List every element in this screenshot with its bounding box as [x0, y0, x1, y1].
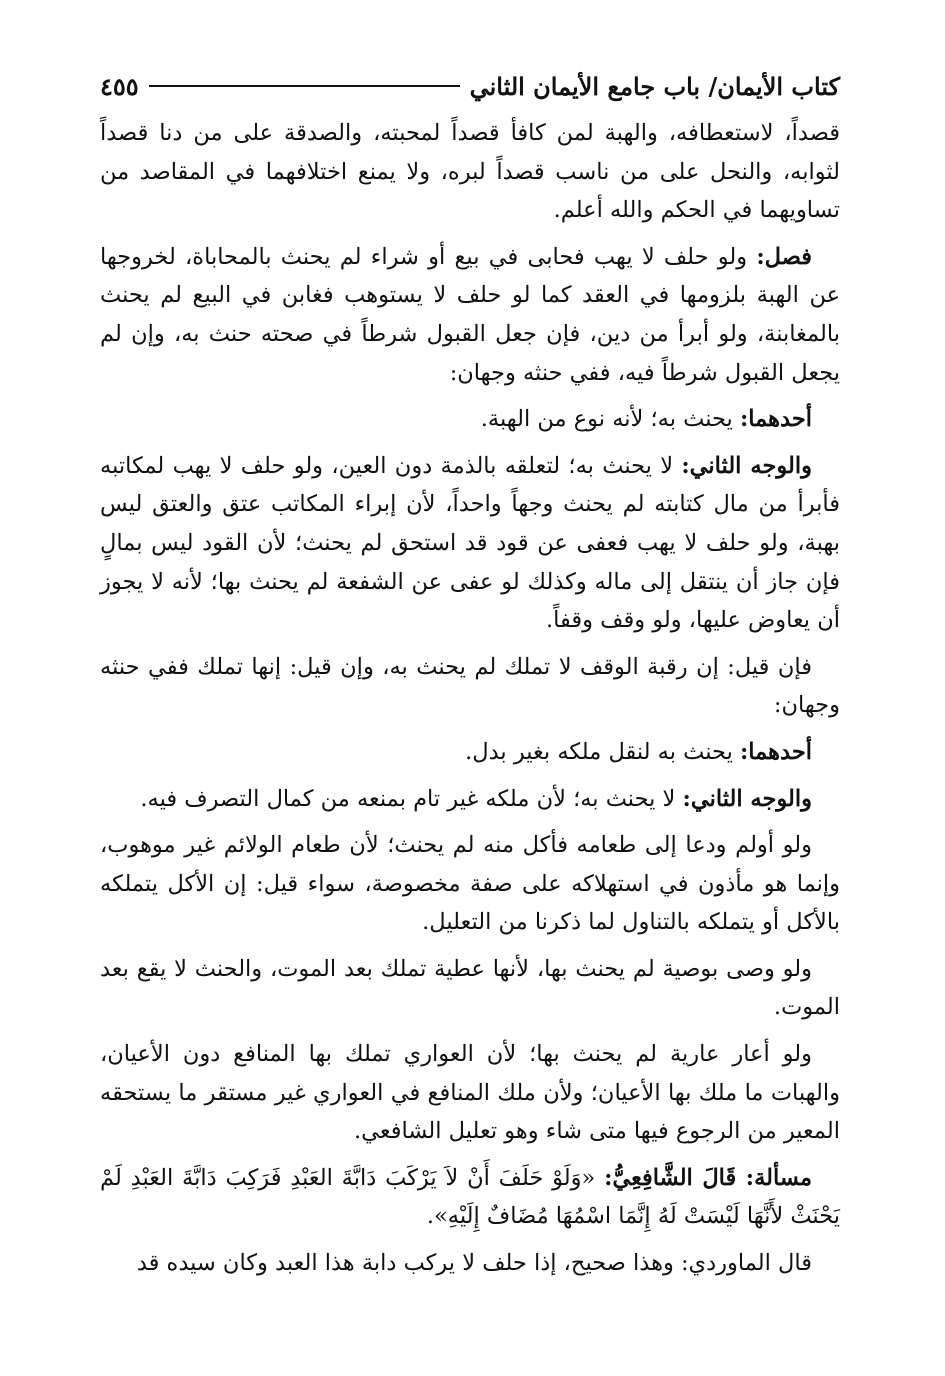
paragraph [100, 1244, 840, 1283]
paragraph-text: فإن قيل: إن رقبة الوقف لا تملك لم يحنث به، وإن قيل: إنها تملك ففي حنثه وجهان: [100, 653, 840, 719]
paragraph-text: يحنث به لنقل ملكه بغير بدل. [465, 738, 740, 765]
paragraph-lead: أحدهما: [739, 738, 812, 765]
paragraph-text: ولو أولم ودعا إلى طعامه فأكل منه لم يحنث؛ لأن طعام الولائم غير موهوب، وإنما هو مأذون في استهلاكه على صفة مخصوصة، سواء قيل: إن الأكل يتملكه بالأكل أو يتملكه بالتناول لما ذكرنا من التعليل. [100, 832, 840, 936]
running-title: كتاب الأيمان/ باب جامع الأيمان الثاني [469, 71, 840, 101]
document-page [100, 64, 840, 1354]
paragraph-text: ولو حلف لا يهب فحابى في بيع أو شراء لم يحنث بالمحاباة، لخروجها عن الهبة بلزومها في العقد كما لو حلف لا يستوهب فغابن في البيع لم يحنث بالمغابنة، ولو أبرأ من دين، فإن جعل القبول شرطاً في صحته حنث به، وإن لم يجعل القبول شرطاً فيه، ففي حنثه وجهان: [100, 243, 840, 386]
page-number: ٤٥٥ [100, 71, 139, 101]
paragraph-text: «وَلَوْ حَلَفَ أَنْ لاَ يَرْكَبَ دَابَّةَ العَبْدِ فَرَكِبَ دَابَّةَ العَبْدِ لَمْ يَحْنَثْ لأَنَّهَا لَيْسَتْ لَهُ إِنَّمَا اسْمُهَا مُضَافٌ إِلَيْهِ». [100, 1164, 840, 1230]
paragraph-lead: مسألة: قَالَ الشَّافِعِيُّ: [604, 1164, 812, 1191]
paragraph-lead: فصل: [756, 243, 812, 270]
page-body [100, 114, 840, 1283]
paragraph-text: ولو وصى بوصية لم يحنث بها، لأنها عطية تملك بعد الموت، والحنث لا يقع بعد الموت. [100, 955, 840, 1021]
paragraph-text: قصداً، لاستعطافه، والهبة لمن كافأ قصداً لمحبته، والصدقة على من دنا قصداً لثوابه، والنحل على من ناسب قصداً لبره، ولا يمنع اختلافهما في المقاصد من تساويهما في الحكم والله أعلم. [100, 120, 840, 224]
paragraph-text: يحنث به؛ لأنه نوع من الهبة. [480, 406, 740, 433]
paragraph-text: ولو أعار عارية لم يحنث بها؛ لأن العواري تملك بها المنافع دون الأعيان، والهبات ما ملك بها الأعيان؛ ولأن ملك المنافع في العواري غير مستقر ما يستحقه المعير من الرجوع فيها متى شاء وهو تعليل الشافعي. [100, 1041, 840, 1145]
paragraph-text: قال الماوردي: وهذا صحيح، إذا حلف لا يركب دابة هذا العبد وكان سيده قد [136, 1250, 812, 1277]
paragraph [100, 780, 840, 819]
paragraph [100, 1159, 840, 1236]
paragraph [100, 114, 840, 230]
paragraph-text: لا يحنث به؛ لأن ملكه غير تام بمنعه من كمال التصرف فيه. [140, 785, 683, 812]
paragraph [100, 648, 840, 725]
paragraph [100, 733, 840, 772]
paragraph [100, 1035, 840, 1151]
paragraph-lead: أحدهما: [739, 406, 812, 433]
paragraph [100, 400, 840, 439]
paragraph [100, 950, 840, 1027]
page-header [100, 64, 840, 108]
paragraph-lead: والوجه الثاني: [681, 452, 812, 479]
paragraph [100, 447, 840, 640]
paragraph-lead: والوجه الثاني: [682, 785, 812, 812]
paragraph-text: لا يحنث به؛ لتعلقه بالذمة دون العين، ولو حلف لا يهب لمكاتبه فأبرأ من مال كتابته لم يحنث وجهاً واحداً، لأن إبراء المكاتب عتق والعتق ليس بهبة، ولو حلف لا يهب فعفى عن قود قد استحق لم يحنث؛ لأن القود ليس بمالٍ فإن جاز أن ينتقل إلى ماله وكذلك لو عفى عن الشفعة لم يحنث بها؛ لأنه لا يجوز أن يعاوض عليها، ولو وقف وقفاً. [100, 452, 840, 634]
paragraph [100, 238, 840, 392]
header-rule [149, 85, 460, 87]
paragraph [100, 826, 840, 942]
